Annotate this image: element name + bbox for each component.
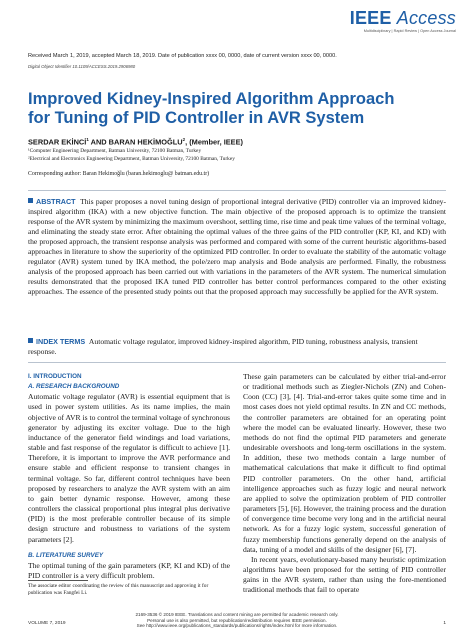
logo-bold: IEEE bbox=[349, 8, 392, 28]
subsection-heading-literature-survey: B. LITERATURE SURVEY bbox=[28, 551, 104, 559]
volume-label: VOLUME 7, 2019 bbox=[28, 621, 66, 626]
journal-logo bbox=[350, 8, 456, 33]
author-2: AND BARAN HEKİMOĞLU bbox=[88, 137, 183, 147]
copyright-footer bbox=[120, 612, 354, 629]
abstract-marker bbox=[28, 198, 33, 203]
subsection-heading-research-background: A. RESEARCH BACKGROUND bbox=[28, 383, 120, 391]
paper-title bbox=[28, 90, 448, 128]
abstract-bottom-rule bbox=[28, 362, 446, 363]
abstract bbox=[28, 197, 446, 297]
index-terms-marker bbox=[28, 338, 33, 343]
index-terms-label: INDEX TERMS bbox=[36, 337, 86, 346]
corresponding-author: Corresponding author: Baran Hekimoğlu (baran.hekimoglu@ batman.edu.tr) bbox=[28, 171, 210, 177]
copyright-line-1: 2169-3536 © 2019 IEEE. Translations and content mining are permitted for academic research only. bbox=[135, 612, 339, 617]
copyright-line-3: See http://www.ieee.org/publications_standards/publications/rights/index.html for more information. bbox=[136, 623, 338, 629]
doi-line: Digital Object Identifier 10.1109/ACCESS.2019.2906980 bbox=[28, 64, 136, 69]
author-1-sup: 1 bbox=[86, 137, 89, 142]
title-line-1: Improved Kidney-Inspired Algorithm Approach bbox=[28, 90, 395, 108]
editor-footnote: The associate editor coordinating the review of this manuscript and approving it for publication was Fangfei Li. bbox=[28, 583, 209, 596]
index-terms bbox=[28, 337, 446, 357]
section-heading-introduction: I. INTRODUCTION bbox=[28, 373, 82, 380]
abstract-text: This paper proposes a novel tuning design of proportional integral derivative (PID) controller via an improved kidney-inspired algorithm (IKA) with a new objective function. The main objective of the proposed approach is to optimize the transient response of the AVR system by minimizing the maximum overshoot, settling time, rise time and peak time values of the terminal voltage, and eliminating the steady state error. After obtaining the optimal values of the three gains of the PID controller (KP, KI, and KD) with the proposed approach, the transient response analysis was performed and compared with some of the current heuristic algorithms-based approaches in literature to show the superiority of the optimized PID controller. In order to evaluate the stability of the automatic voltage regulator (AVR) system tuned by IKA method, the pole/zero map analysis and Bode analysis are performed. Finally, the robustness analysis of the proposed approach has been carried out with variations in the parameters of the AVR system. The numerical simulation results demonstrated that the proposed IKA tuned PID controller has better control performances compared to the other existing approaches. The essence of the presented study points out that the proposed approach may successfully be applied for the AVR system. bbox=[28, 197, 447, 296]
abstract-top-rule bbox=[28, 190, 446, 191]
author-2-sup: 2 bbox=[182, 137, 186, 142]
received-dates: Received March 1, 2019, accepted March 18, 2019. Date of publication xxxx 00, 0000, date of current version xxxx 00, 0000. bbox=[28, 53, 337, 59]
paragraph-literature-survey: The optimal tuning of the gain parameters (KP, KI and KD) of the PID controller is a very difficult problem. bbox=[28, 560, 230, 580]
author-2-member: , (Member, IEEE) bbox=[185, 137, 244, 147]
affiliation-1: ¹Computer Engineering Department, Batman University, 72100 Batman, Turkey bbox=[28, 148, 202, 154]
affiliation-2: ²Electrical and Electronics Engineering Department, Batman University, 72100 Batman, Turkey bbox=[28, 156, 235, 162]
logo-tagline: Multidisciplinary | Rapid Review | Open Access Journal bbox=[363, 29, 456, 33]
paragraph-research-background: Automatic voltage regulator (AVR) is essential equipment that is used in power system utilities. As its name implies, the main objective of AVR is to control the terminal voltage of synchronous generator by adjusting its exciter voltage. Due to the high inductance of the generator field windings and load variations, stable and fast response of the regulator is difficult to achieve [1]. Therefore, it is important to improve the AVR performance and ensure stable and efficient response to transient changes in terminal voltage. So far, different control techniques have been proposed by researchers to analyze the AVR system with an aim to gain better dynamic response. However, among these controllers the classical proportional plus integral plus derivative (PID) is the most preferable controller because of its simple design structure and robustness to variations of the system parameters [2]. bbox=[28, 392, 230, 544]
left-column bbox=[28, 372, 230, 581]
copyright-line-2: Personal use is also permitted, but republication/redistribution requires IEEE permission. bbox=[147, 617, 327, 623]
title-line-2: for Tuning of PID Controller in AVR System bbox=[28, 109, 365, 127]
footnote-rule bbox=[28, 580, 88, 581]
paragraph-right-1: These gain parameters can be calculated by either trial-and-error or traditional methods such as Ziegler-Nichols (ZN) and Cohen-Coon (CC) [3], [4]. Trial-and-error takes quite some time and in most cases does not yield optimal results. In ZN and CC methods, the controller parameters are obtained for an operating point where the model can be evaluated linearly. However, these two methods do not find the optimal PID parameters and generate undesirable overshoots and long-term oscillations in the system. In addition, these two methods contain a large number of mathematical calculations that make it difficult to find optimal PID controller parameters. On the other hand, artificial intelligence approaches such as fuzzy logic and neural network are applied to solve the optimization problem of PID controller parameters [5], [6]. However, the training process and the duration of convergence time become very long and in the artificial neural network. As for a fuzzy logic system, successful generation of fuzzy membership functions generally depend on the analysis of data, tuning of a model and skills of the designer [6], [7]. bbox=[243, 372, 446, 554]
logo-italic: Access bbox=[396, 8, 456, 28]
abstract-label: ABSTRACT bbox=[36, 197, 76, 206]
right-column bbox=[243, 372, 446, 595]
author-1: SERDAR EKİNCİ bbox=[28, 137, 87, 147]
logo-text bbox=[350, 8, 456, 29]
author-list bbox=[28, 137, 243, 146]
paragraph-right-2: In recent years, evolutionary-based many heuristic optimization algorithms have been proposed for the setting of PID controller gains in the AVR system, rather than using the fore-mentioned traditional methods that fail to operate bbox=[243, 554, 446, 595]
page-number: 1 bbox=[443, 621, 446, 626]
index-terms-text: Automatic voltage regulator, improved kidney-inspired algorithm, PID tuning, robustness analysis, transient response. bbox=[28, 337, 418, 356]
